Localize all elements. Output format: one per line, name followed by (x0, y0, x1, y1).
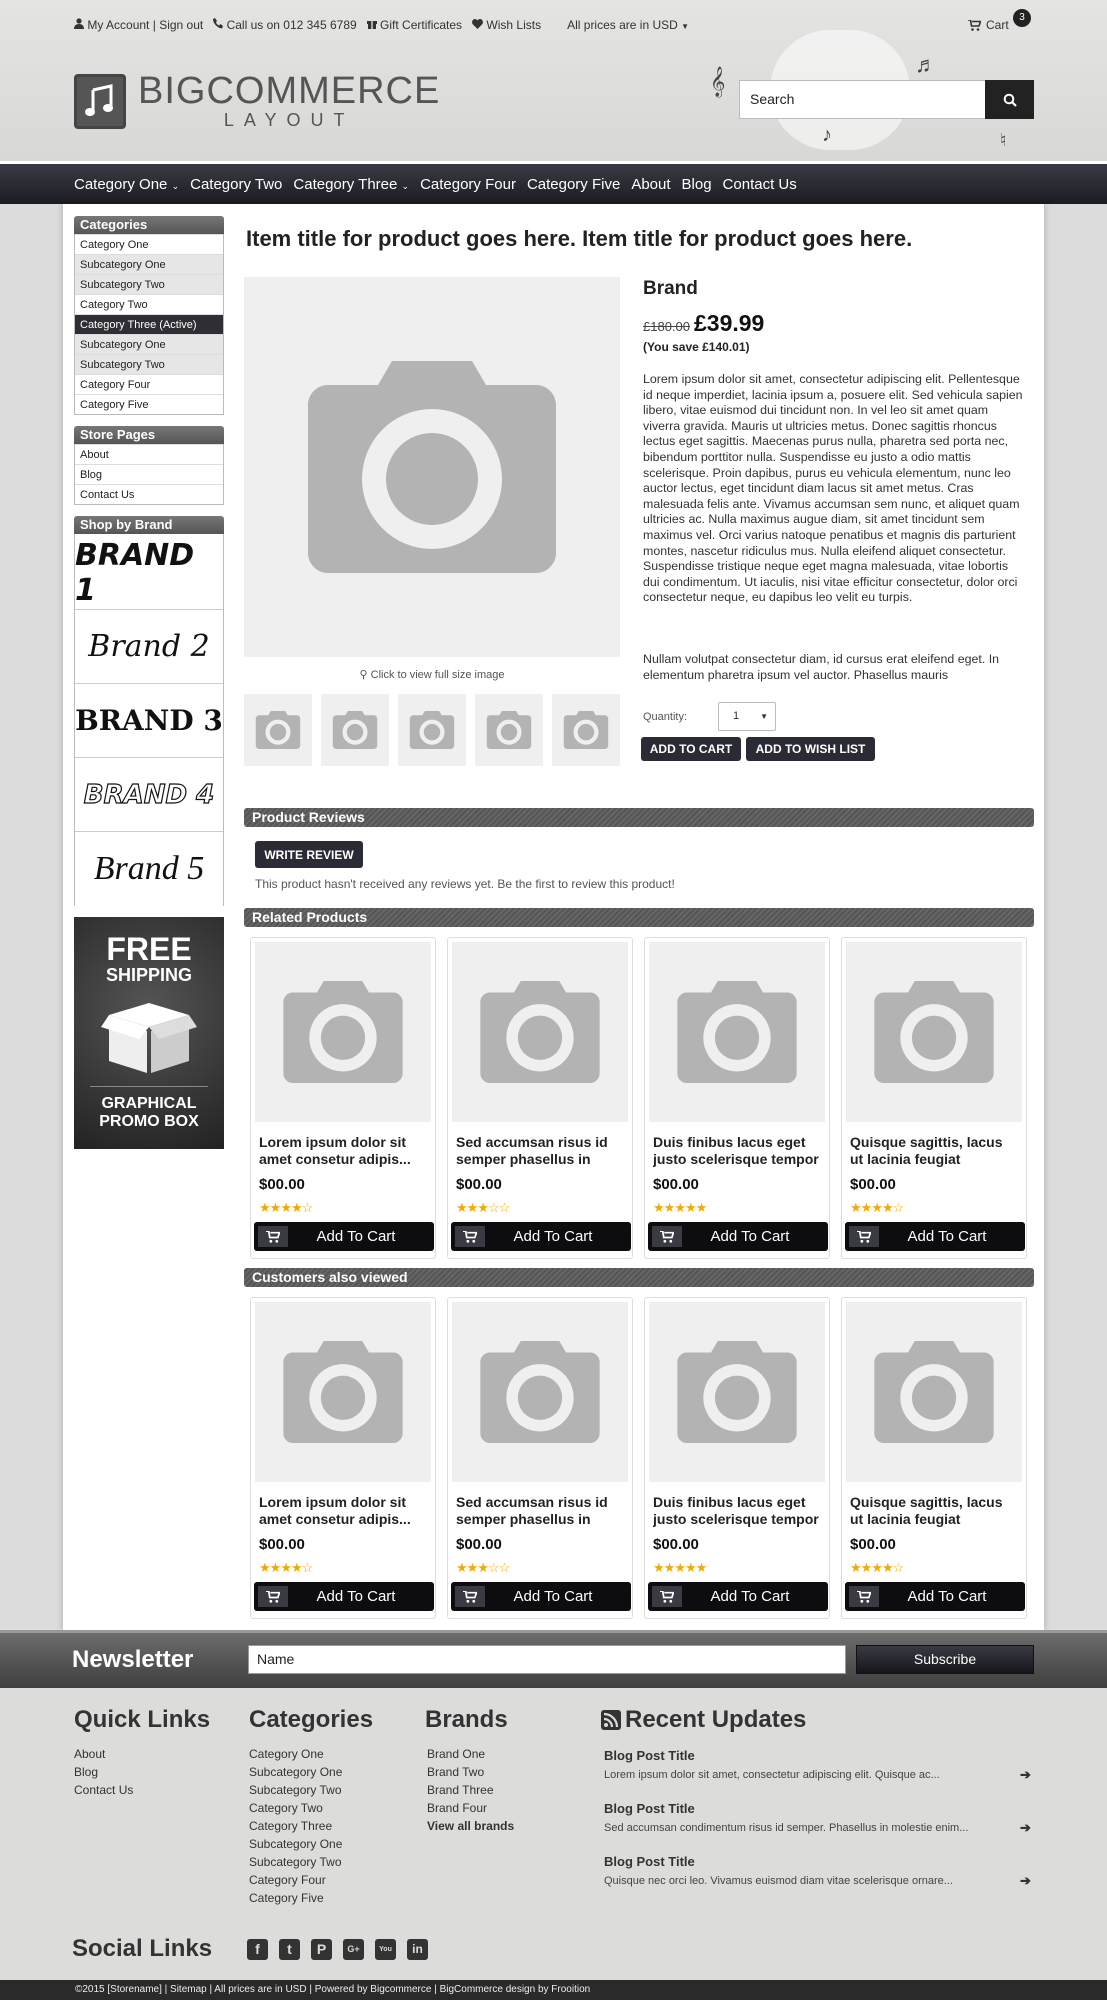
current-price: £39.99 (694, 310, 765, 336)
product-thumbnail[interactable] (321, 694, 389, 766)
star-filled-icon: ★ (259, 1560, 270, 1575)
cart-icon (266, 1231, 280, 1243)
footer-link[interactable]: Category Four (249, 1873, 326, 1887)
product-thumbnail[interactable] (552, 694, 620, 766)
product-card-price: $00.00 (653, 1176, 699, 1193)
product-card-name[interactable]: Duis finibus lacus eget justo scelerisque tempor (653, 1494, 819, 1527)
footer-link[interactable]: About (74, 1747, 106, 1761)
store-pages-list (74, 444, 224, 505)
star-empty-icon: ☆ (892, 1560, 904, 1575)
blog-post-excerpt: Lorem ipsum dolor sit amet, consectetur adipiscing elit. Quisque ac... (604, 1769, 940, 1781)
star-filled-icon: ★ (871, 1560, 882, 1575)
brand-logo[interactable]: BRAND 4 (75, 758, 223, 832)
product-card-price: $00.00 (456, 1536, 502, 1553)
star-filled-icon: ★ (290, 1560, 302, 1575)
star-filled-icon: ★ (653, 1200, 664, 1215)
product-card[interactable] (250, 1297, 436, 1619)
twitter-icon[interactable]: t (279, 1939, 300, 1960)
product-card-price: $00.00 (259, 1176, 305, 1193)
footer-link[interactable]: Contact Us (74, 1783, 134, 1797)
blog-post-title[interactable]: Blog Post Title (604, 1748, 695, 1763)
categories-list (74, 234, 224, 415)
phone-icon (213, 18, 223, 29)
star-filled-icon: ★ (674, 1200, 685, 1215)
chevron-down-icon: ⌄ (401, 180, 410, 191)
product-card-price: $00.00 (259, 1536, 305, 1553)
product-card-image[interactable] (846, 1302, 1022, 1482)
blog-post-excerpt: Quisque nec orci leo. Vivamus euismod diam vitae scelerisque ornare... (604, 1875, 953, 1887)
sidebar-category[interactable]: Category Five (75, 394, 223, 414)
product-card-name[interactable]: Duis finibus lacus eget justo scelerisque tempor (653, 1134, 819, 1167)
old-price: £180.00 (643, 319, 690, 334)
cart-icon-box (849, 1586, 879, 1607)
star-empty-icon: ☆ (301, 1560, 313, 1575)
footer-link[interactable]: Category Two (249, 1801, 323, 1815)
sidebar-category[interactable]: Subcategory One (75, 254, 223, 274)
product-card-name[interactable]: Lorem ipsum dolor sit amet consetur adipis... (259, 1494, 411, 1527)
product-card-image[interactable] (649, 942, 825, 1122)
call-label: Call us on 012 345 6789 (226, 18, 357, 32)
star-filled-icon: ★ (674, 1560, 685, 1575)
camera-icon (480, 981, 600, 1083)
sidebar-page-contact[interactable]: Contact Us (75, 484, 223, 504)
music-notes-icon: 𝄞 (710, 66, 726, 96)
search-icon (1003, 93, 1017, 107)
sidebar-category-active[interactable]: Category Three (Active) (75, 314, 223, 334)
main-nav (0, 164, 1107, 204)
sidebar-category[interactable]: Subcategory Two (75, 354, 223, 374)
search-input[interactable]: Search (739, 80, 1034, 119)
product-card-name[interactable]: Quisque sagittis, lacus ut lacinia feugiat (850, 1494, 1003, 1527)
star-filled-icon: ★ (871, 1200, 882, 1215)
blog-post-title[interactable]: Blog Post Title (604, 1801, 695, 1816)
star-filled-icon: ★ (860, 1560, 872, 1575)
quantity-label: Quantity: (643, 711, 688, 723)
add-to-cart-button[interactable] (845, 1582, 1025, 1611)
site-header (0, 0, 1107, 164)
star-rating (456, 1560, 509, 1576)
logo-title: BIGCOMMERCE (138, 70, 441, 112)
add-to-cart-button[interactable] (254, 1582, 434, 1611)
promo-box[interactable] (74, 917, 224, 1149)
camera-icon (677, 1341, 797, 1443)
nav-category-one[interactable] (74, 176, 179, 193)
youtube-icon[interactable]: You (375, 1939, 396, 1960)
footer-link[interactable]: Subcategory Two (249, 1855, 342, 1869)
newsletter-bar (0, 1630, 1107, 1688)
star-empty-icon: ☆ (487, 1560, 499, 1575)
star-empty-icon: ☆ (498, 1200, 510, 1215)
star-filled-icon: ★ (684, 1560, 696, 1575)
star-filled-icon: ★ (477, 1200, 488, 1215)
blog-post-title[interactable]: Blog Post Title (604, 1854, 695, 1869)
product-card-image[interactable] (649, 1302, 825, 1482)
copyright-bar: ©2015 [Storename] | Sitemap | All prices are in USD | Powered by Bigcommerce | BigCommerce design by Frooition (0, 1980, 1107, 2000)
sidebar-category[interactable]: Subcategory Two (75, 274, 223, 294)
brand-logo[interactable]: BRAND 1 (75, 536, 223, 610)
categories-heading: Categories (74, 216, 224, 234)
add-to-cart-label: Add To Cart (907, 1588, 987, 1605)
product-title: Item title for product goes here. Item title for product goes here. (246, 226, 913, 251)
cart-link[interactable] (968, 18, 1009, 32)
sidebar-page-about[interactable]: About (75, 444, 223, 464)
zoom-hint-label: Click to view full size image (370, 669, 505, 681)
footer-link[interactable]: Brand One (427, 1747, 486, 1761)
cart-count-badge: 3 (1013, 9, 1031, 27)
facebook-icon[interactable]: f (247, 1939, 268, 1960)
logo-subtitle: LAYOUT (223, 110, 355, 130)
music-notes-icon: ♮ (1000, 130, 1007, 150)
product-card-image[interactable] (846, 942, 1022, 1122)
footer-categories-list (249, 1745, 342, 1907)
product-description-2: Nullam volutpat consectetur diam, id cursus erat eleifend eget. In elementum pharetra ipsum vel auctor. Phasellus mauris (643, 652, 1000, 682)
product-description: Lorem ipsum dolor sit amet, consectetur adipiscing elit. Pellentesque id neque imperdiet, lacinia ipsum a, posuere elit. Sed vehicula sapien libero, vitae euismod dui tincidunt non. In vel leo sit amet quam viverra gravida. Mauris ut ultricies metus. Donec sagittis rhoncus lectus eget sagittis. Maecenas purus nulla, pharetra sed porta nec, bibendum porttitor nulla. Suspendisse eu justo a odio mattis scelerisque. Proin dapibus, purus eu vehicula elementum, nunc leo auctor lectus, eget tincidunt diam lacus sit amet metus. Cras malesuada felis ante. Vivamus accumsan sem nunc, et aliquet quam ultricies ac. Nulla maximus augue diam, sit amet tincidunt sem maximus vel. Orci varius natoque penatibus et magnis dis parturient montes, nascetur ridiculus mus. Nulla eleifend aliquet consectetur. Suspendisse tristique neque eget magna malesuada, vitae lobortis dui condimentum. Ut iaculis, nisi vitae efficitur consectetur, dolor orci consectetur neque, eu dapibus leo velit eu turpis. (643, 372, 1023, 605)
add-to-cart-label: Add To Cart (513, 1228, 593, 1245)
camera-icon (255, 711, 301, 749)
promo-line: SHIPPING (105, 965, 193, 985)
promo-line: PROMO BOX (99, 1113, 199, 1130)
footer-link[interactable]: Category Five (249, 1891, 324, 1905)
camera-icon (308, 361, 556, 573)
product-card-image[interactable] (452, 942, 628, 1122)
shop-by-brand-heading: Shop by Brand (74, 516, 224, 534)
add-to-cart-button[interactable] (451, 1222, 631, 1251)
product-card-image[interactable] (255, 942, 431, 1122)
add-to-cart-label: Add To Cart (710, 1588, 790, 1605)
product-card[interactable] (250, 937, 436, 1259)
search-button[interactable] (985, 80, 1034, 119)
product-card-price: $00.00 (850, 1536, 896, 1553)
footer-link[interactable]: Category Three (249, 1819, 333, 1833)
star-rating (259, 1560, 312, 1576)
product-main-image[interactable] (244, 277, 620, 657)
promo-line: GRAPHICAL (101, 1095, 197, 1112)
camera-icon (874, 1341, 994, 1443)
arrow-right-icon[interactable]: ➔ (1020, 1767, 1031, 1782)
cart-icon (463, 1591, 477, 1603)
add-to-cart-button[interactable] (845, 1222, 1025, 1251)
star-rating (850, 1200, 903, 1216)
top-links (74, 18, 699, 32)
add-to-cart-label: Add To Cart (907, 1228, 987, 1245)
star-filled-icon: ★ (269, 1560, 281, 1575)
add-to-cart-button[interactable] (254, 1222, 434, 1251)
footer-link[interactable]: Category One (249, 1747, 324, 1761)
signout-link[interactable]: Sign out (159, 18, 204, 32)
music-notes-icon: ♬ (915, 52, 937, 77)
chevron-down-icon: ▼ (760, 712, 768, 721)
write-review-button[interactable]: WRITE REVIEW (255, 841, 363, 868)
brand-list (74, 534, 224, 906)
cart-icon-box (455, 1586, 485, 1607)
product-card[interactable] (447, 1297, 633, 1619)
star-filled-icon: ★ (653, 1560, 664, 1575)
music-note-icon (74, 74, 126, 129)
quick-links-list (74, 1745, 133, 1799)
site-footer (0, 1688, 1107, 1980)
nav-contact-us[interactable]: Contact Us (722, 175, 797, 193)
camera-icon (283, 1341, 403, 1443)
store-pages-heading: Store Pages (74, 426, 224, 444)
star-filled-icon: ★ (663, 1200, 675, 1215)
box-icon (101, 991, 197, 1075)
product-thumbnail[interactable] (244, 694, 312, 766)
cart-icon-box (652, 1586, 682, 1607)
star-filled-icon: ★ (466, 1560, 478, 1575)
product-card-image[interactable] (255, 1302, 431, 1482)
call-us (213, 18, 356, 32)
footer-link[interactable]: Brand Two (427, 1765, 485, 1779)
cart-icon-box (652, 1226, 682, 1247)
sidebar-category[interactable]: Subcategory One (75, 334, 223, 354)
wish-label: Wish Lists (486, 18, 542, 32)
brand-logo[interactable]: BRAND 3 (75, 684, 223, 758)
star-filled-icon: ★ (881, 1200, 893, 1215)
footer-link[interactable]: Brand Three (427, 1783, 494, 1797)
social-links-heading: Social Links (72, 1935, 213, 1962)
add-to-cart-label: Add To Cart (316, 1588, 396, 1605)
star-rating (456, 1200, 509, 1216)
star-filled-icon: ★ (684, 1200, 696, 1215)
newsletter-title: Newsletter (72, 1646, 194, 1673)
brand-logo[interactable]: Brand 2 (75, 610, 223, 684)
star-filled-icon: ★ (860, 1200, 872, 1215)
product-card-name[interactable]: Lorem ipsum dolor sit amet consetur adipis... (259, 1134, 411, 1167)
star-filled-icon: ★ (280, 1200, 291, 1215)
camera-icon (409, 711, 455, 749)
star-filled-icon: ★ (850, 1200, 861, 1215)
cart-icon-box (455, 1226, 485, 1247)
star-filled-icon: ★ (259, 1200, 270, 1215)
product-card[interactable] (841, 1297, 1027, 1619)
sidebar-category[interactable]: Category Four (75, 374, 223, 394)
product-card-image[interactable] (452, 1302, 628, 1482)
thumbnail-strip (244, 694, 620, 766)
camera-icon (332, 711, 378, 749)
gift-label: Gift Certificates (380, 18, 463, 32)
quantity-select[interactable] (718, 702, 776, 731)
cart-icon (857, 1591, 871, 1603)
add-to-cart-button[interactable] (451, 1582, 631, 1611)
account-label: My Account (87, 18, 150, 32)
cart-icon (857, 1231, 871, 1243)
camera-icon (283, 981, 403, 1083)
star-filled-icon: ★ (850, 1560, 861, 1575)
add-to-cart-button[interactable]: ADD TO CART (641, 737, 741, 761)
star-empty-icon: ☆ (301, 1200, 313, 1215)
rss-icon (601, 1710, 621, 1730)
recent-updates-label: Recent Updates (625, 1706, 807, 1733)
user-icon (74, 18, 84, 29)
product-brand[interactable]: Brand (643, 278, 698, 299)
star-filled-icon: ★ (663, 1560, 675, 1575)
reviews-empty-message: This product hasn't received any reviews yet. Be the first to review this product! (255, 877, 675, 891)
reviews-heading: Product Reviews (244, 808, 1034, 827)
sidebar-page-blog[interactable]: Blog (75, 464, 223, 484)
camera-icon (486, 711, 532, 749)
price-block (643, 310, 764, 337)
nav-category-four[interactable]: Category Four (420, 175, 516, 193)
add-to-cart-label: Add To Cart (710, 1228, 790, 1245)
product-card-price: $00.00 (456, 1176, 502, 1193)
product-card-name[interactable]: Sed accumsan risus id semper phasellus in (456, 1134, 608, 1167)
star-filled-icon: ★ (695, 1560, 707, 1575)
newsletter-name-input[interactable]: Name (248, 1645, 846, 1674)
product-card-name[interactable]: Quisque sagittis, lacus ut lacinia feugiat (850, 1134, 1003, 1167)
chevron-down-icon: ▼ (681, 22, 690, 31)
camera-icon (563, 711, 609, 749)
social-icons (247, 1939, 428, 1960)
zoom-hint[interactable] (244, 668, 620, 681)
star-filled-icon: ★ (456, 1200, 467, 1215)
savings: (You save £140.01) (643, 340, 750, 354)
view-all-brands-link[interactable]: View all brands (427, 1819, 515, 1833)
brand-logo[interactable]: Brand 5 (75, 832, 223, 906)
cart-icon-box (849, 1226, 879, 1247)
related-products-heading: Related Products (244, 908, 1034, 927)
star-filled-icon: ★ (466, 1200, 478, 1215)
wish-lists-link[interactable] (472, 18, 541, 32)
star-rating (653, 1560, 706, 1576)
star-filled-icon: ★ (290, 1200, 302, 1215)
cart-label: Cart (986, 18, 1009, 32)
product-thumbnail[interactable] (398, 694, 466, 766)
arrow-right-icon[interactable]: ➔ (1020, 1873, 1031, 1888)
camera-icon (874, 981, 994, 1083)
add-to-cart-label: Add To Cart (316, 1228, 396, 1245)
nav-blog[interactable]: Blog (681, 175, 712, 193)
star-filled-icon: ★ (269, 1200, 281, 1215)
linkedin-icon[interactable]: in (407, 1939, 428, 1960)
music-notes-icon: ♪ (822, 124, 832, 146)
sidebar-category[interactable]: Category Two (75, 294, 223, 314)
currency-label: All prices are in USD (567, 18, 678, 32)
star-rating (653, 1200, 706, 1216)
footer-link[interactable]: Brand Four (427, 1801, 488, 1815)
cart-icon-box (258, 1586, 288, 1607)
gift-certificates-link[interactable] (367, 18, 462, 32)
star-filled-icon: ★ (881, 1560, 893, 1575)
heart-icon (472, 19, 483, 29)
star-empty-icon: ☆ (892, 1200, 904, 1215)
nav-label: Category Three (293, 175, 398, 193)
product-card[interactable] (841, 937, 1027, 1259)
footer-brands-list (427, 1745, 514, 1835)
star-empty-icon: ☆ (487, 1200, 499, 1215)
separator: | (152, 18, 156, 32)
quick-links-heading: Quick Links (74, 1706, 211, 1733)
footer-link[interactable]: Blog (74, 1765, 99, 1779)
nav-category-five[interactable]: Category Five (526, 175, 621, 193)
google-plus-icon[interactable]: G+ (343, 1939, 364, 1960)
product-card-price: $00.00 (850, 1176, 896, 1193)
nav-category-two[interactable]: Category Two (190, 175, 283, 193)
footer-brands-heading: Brands (425, 1706, 508, 1733)
quantity-value: 1 (733, 710, 740, 722)
add-to-cart-button[interactable] (648, 1582, 828, 1611)
add-to-wishlist-button[interactable]: ADD TO WISH LIST (746, 737, 875, 761)
chevron-down-icon: ⌄ (171, 180, 180, 191)
product-thumbnail[interactable] (475, 694, 543, 766)
arrow-right-icon[interactable]: ➔ (1020, 1820, 1031, 1835)
sidebar-category[interactable]: Category One (75, 234, 223, 254)
cart-icon (968, 20, 981, 31)
footer-link[interactable]: Subcategory One (249, 1765, 343, 1779)
footer-link[interactable]: Subcategory Two (249, 1783, 342, 1797)
star-filled-icon: ★ (280, 1560, 291, 1575)
pinterest-icon[interactable]: P (311, 1939, 332, 1960)
currency-selector[interactable] (567, 18, 689, 32)
camera-icon (677, 981, 797, 1083)
cart-icon (463, 1231, 477, 1243)
star-filled-icon: ★ (477, 1560, 488, 1575)
product-card[interactable] (644, 1297, 830, 1619)
cart-icon (266, 1591, 280, 1603)
product-card[interactable] (644, 937, 830, 1259)
gift-icon (367, 18, 377, 29)
footer-link[interactable]: Subcategory One (249, 1837, 343, 1851)
star-rating (259, 1200, 312, 1216)
account-link[interactable] (74, 18, 203, 32)
star-filled-icon: ★ (456, 1560, 467, 1575)
promo-line: FREE (106, 931, 192, 967)
camera-icon (480, 1341, 600, 1443)
subscribe-button[interactable]: Subscribe (856, 1645, 1034, 1674)
recent-updates-heading (601, 1706, 806, 1734)
nav-category-three[interactable] (293, 176, 409, 193)
product-card[interactable] (447, 937, 633, 1259)
cart-icon (660, 1231, 674, 1243)
add-to-cart-label: Add To Cart (513, 1588, 593, 1605)
search-icon: ⚲ (359, 669, 368, 681)
footer-categories-heading: Categories (249, 1706, 374, 1733)
add-to-cart-button[interactable] (648, 1222, 828, 1251)
product-card-price: $00.00 (653, 1536, 699, 1553)
product-card-name[interactable]: Sed accumsan risus id semper phasellus in (456, 1494, 608, 1527)
star-rating (850, 1560, 903, 1576)
store-logo[interactable] (74, 72, 440, 130)
nav-label: Category One (74, 175, 168, 193)
cart-icon-box (258, 1226, 288, 1247)
customers-also-viewed-heading: Customers also viewed (244, 1268, 1034, 1287)
star-empty-icon: ☆ (498, 1560, 510, 1575)
cart-icon (660, 1591, 674, 1603)
nav-about[interactable]: About (631, 175, 671, 193)
star-filled-icon: ★ (695, 1200, 707, 1215)
blog-post-excerpt: Sed accumsan condimentum risus id semper. Phasellus in molestie enim... (604, 1822, 969, 1834)
